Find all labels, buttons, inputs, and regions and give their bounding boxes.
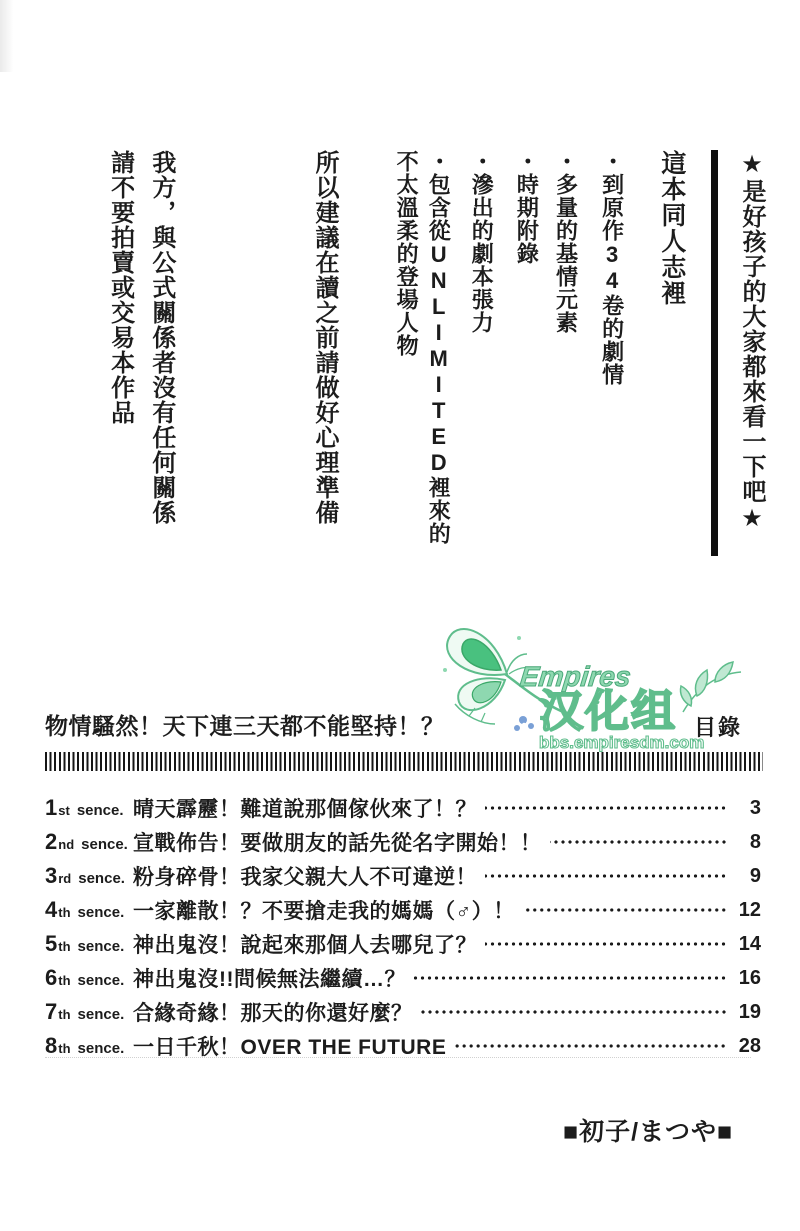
dot-leader	[485, 869, 727, 883]
logo-name-cjk: 汉化组	[539, 687, 677, 736]
toc-page-number: 12	[738, 898, 761, 921]
vertical-divider-bar	[711, 150, 718, 556]
toc-ordinal: 4 th sence.	[45, 897, 125, 922]
logo-flower-icon	[514, 716, 534, 731]
toc-page-number: 19	[738, 1000, 761, 1023]
toc-ordinal: 1 st sence.	[45, 795, 124, 820]
vertical-notice-block	[107, 150, 764, 556]
notice-bullet-characters: 不太溫柔的登場人物	[394, 150, 420, 357]
toc-chapter-title: 粉身碎骨！我家父親大人不可違逆！	[133, 866, 477, 889]
toc-page-number: 28	[738, 1034, 761, 1057]
notice-intro: 這本同人志裡	[657, 150, 686, 306]
notice-disclaimer-resale: 請不要拍賣或交易本作品	[106, 150, 134, 425]
notice-advice: 所以建議在讀之前請做好心理準備	[311, 150, 338, 525]
toc-row	[45, 859, 761, 893]
notice-bullet-appendix: ・時期附錄	[514, 150, 540, 265]
toc-chapter-title: 一日千秋！OVER THE FUTURE	[133, 1036, 447, 1059]
toc-row	[45, 927, 761, 961]
notice-headline: ★是好孩子的大家都來看一下吧★	[738, 150, 765, 533]
dot-leader	[550, 835, 728, 849]
notice-disclaimer-relation: 我方，與公式關係者沒有任何關係	[147, 150, 175, 525]
contents-section-label: 目錄	[694, 715, 743, 740]
notice-bullet-unlimited: ・包含從UNLIMITED裡來的	[426, 150, 452, 545]
toc-ordinal: 7 th sence.	[45, 999, 125, 1024]
dot-leader	[485, 801, 727, 815]
toc-page-number: 8	[749, 830, 761, 853]
dot-leader	[485, 937, 727, 951]
table-of-contents	[45, 791, 761, 1063]
toc-ordinal: 2 nd sence.	[45, 829, 128, 854]
toc-page-number: 16	[738, 966, 761, 989]
logo-name-latin: Empires	[518, 661, 633, 692]
notice-bullet-elements: ・多量的基情元素	[553, 150, 579, 334]
toc-ordinal: 8 th sence.	[45, 1033, 125, 1058]
toc-chapter-title: 神出鬼沒！說起來那個人去哪兒了？	[133, 934, 477, 957]
artist-credit: ■初子/まつや■	[563, 1118, 734, 1146]
toc-row	[45, 791, 761, 825]
contents-title: 物情騷然！天下連三天都不能堅持！？	[45, 713, 445, 739]
toc-row	[45, 961, 761, 995]
toc-row	[45, 995, 761, 1029]
dot-leader	[421, 1005, 728, 1019]
notice-bullet-script: ・滲出的劇本張力	[469, 150, 495, 334]
toc-ordinal: 5 th sence.	[45, 931, 125, 956]
dot-leader	[454, 1039, 727, 1053]
toc-chapter-title: 神出鬼沒!!問候無法繼續…？	[133, 968, 406, 991]
toc-page-number: 9	[749, 864, 761, 887]
toc-chapter-title: 晴天霹靂！難道說那個傢伙來了！？	[133, 798, 477, 821]
toc-chapter-title: 宣戰佈告！要做朋友的話先從名字開始！！	[133, 832, 542, 855]
toc-row	[45, 893, 761, 927]
notice-bullet-plot: ・到原作34卷的劇情	[599, 150, 625, 386]
faint-dotted-rule	[45, 1057, 751, 1058]
dot-leader	[523, 903, 727, 917]
dot-leader	[414, 971, 727, 985]
toc-ordinal: 6 th sence.	[45, 965, 125, 990]
toc-chapter-title: 一家離散！？不要搶走我的媽媽（♂）！	[133, 900, 515, 923]
toc-chapter-title: 合緣奇緣！那天的你還好麼？	[133, 1002, 413, 1025]
barcode-divider	[45, 752, 763, 771]
toc-ordinal: 3 rd sence.	[45, 863, 125, 888]
toc-page-number: 14	[738, 932, 761, 955]
toc-page-number: 3	[749, 796, 761, 819]
toc-row	[45, 825, 761, 859]
scan-smudge	[0, 0, 16, 72]
leaf-flourish-icon	[680, 662, 741, 712]
logo-site-url: bbs.empiresdm.com	[539, 733, 705, 752]
